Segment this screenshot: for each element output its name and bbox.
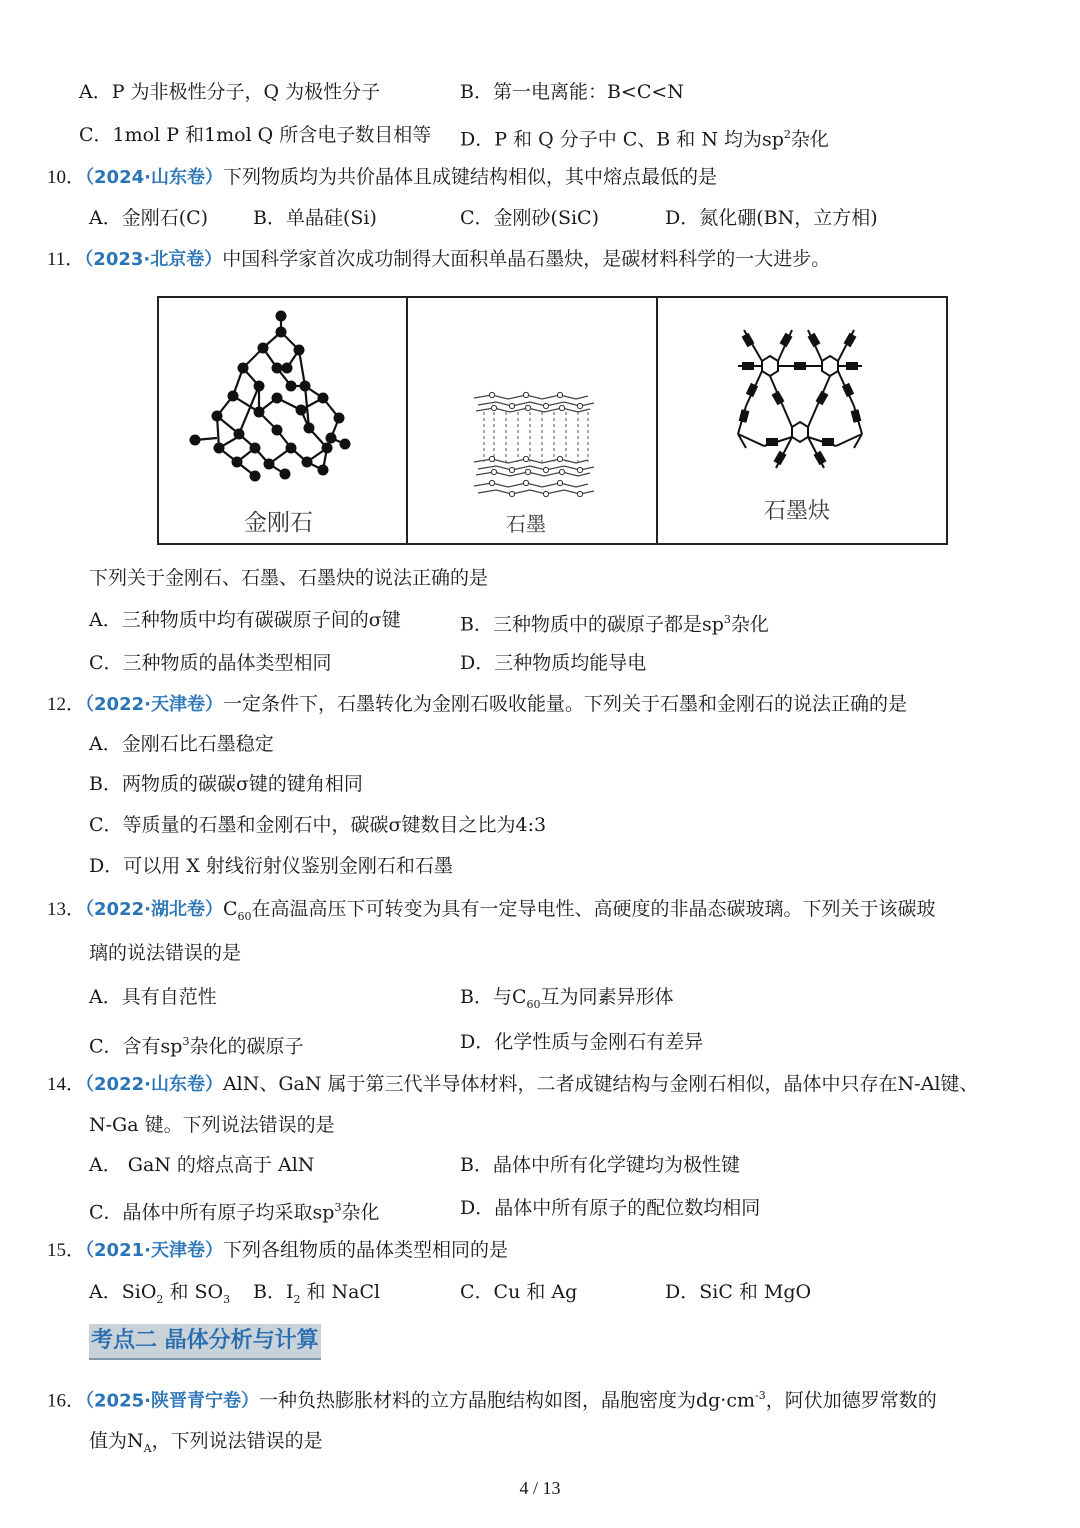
q10-option-c: C．金刚砂(SiC) [460,207,599,229]
q10-option-b: B．单晶硅(Si) [253,207,377,229]
q12-option-b: B．两物质的碳碳σ键的键角相同 [89,773,363,795]
q11-option-a: A．三种物质中均有碳碳原子间的σ键 [89,609,401,631]
q10-stem: 10．（2024·山东卷）下列物质均为共价晶体且成键结构相似，其中熔点最低的是 [47,166,717,188]
q14-option-c: C．晶体中所有原子均采取$sp^3$杂化 [89,1201,380,1224]
q16-stem: 16．（2025·陕晋青宁卷）一种负热膨胀材料的立方晶胞结构如图，晶胞密度为$dg\cdot cm^{-3}$，阿伏加德罗常数的 [47,1389,937,1412]
q9-option-a: A．P 为非极性分子，Q 为极性分子 [79,81,381,103]
q11-option-d: D．三种物质均能导电 [460,652,647,674]
q13-option-d: D．化学性质与金刚石有差异 [460,1031,704,1053]
q11-option-b: B．三种物质中的碳原子都是$sp^3$杂化 [460,613,769,636]
q13-stem: 13．（2022·湖北卷）$C_{60}$在高温高压下可转变为具有一定导电性、高硬度的非晶态碳玻璃。下列关于该碳玻 [47,898,936,923]
section-heading: 考点二 晶体分析与计算 [89,1324,321,1360]
carbon-allotropes-figure [157,296,948,545]
q10-option-d: D．氮化硼(BN，立方相) [665,207,878,229]
q14-stem: 14．（2022·山东卷）AlN、GaN 属于第三代半导体材料，二者成键结构与金刚石相似，晶体中只存在N-Al键、 [47,1073,979,1095]
q12-stem: 12．（2022·天津卷）一定条件下，石墨转化为金刚石吸收能量。下列关于石墨和金刚石的说法正确的是 [47,693,907,715]
q15-option-c: C．Cu 和 Ag [460,1281,578,1303]
q15-stem: 15．（2021·天津卷）下列各组物质的晶体类型相同的是 [47,1239,508,1261]
q9-option-b: B．第一电离能：B<C<N [460,81,684,103]
page-number: 4 / 13 [519,1478,561,1498]
q12-option-c: C．等质量的石墨和金刚石中，碳碳σ键数目之比为4:3 [89,814,547,836]
graphite-caption: 石墨 [506,512,546,536]
q12-option-d: D．可以用 X 射线衍射仪鉴别金刚石和石墨 [89,855,453,877]
q13-option-b: B．与$C_{60}$互为同素异形体 [460,986,674,1011]
q11-question: 下列关于金刚石、石墨、石墨炔的说法正确的是 [89,567,489,589]
q14-option-d: D．晶体中所有原子的配位数均相同 [460,1197,761,1219]
diamond-panel [159,298,406,543]
graphdiyne-caption: 石墨炔 [764,499,831,524]
q15-option-b: B．$I_2$ 和 NaCl [253,1281,381,1306]
q15-option-a: A．SiO$_2$ 和 $SO_3$ [89,1281,231,1306]
q14-option-b: B．晶体中所有化学键均为极性键 [460,1154,740,1176]
q13-stem-continued: 璃的说法错误的是 [89,942,242,964]
q16-stem-continued: 值为$N_A$，下列说法错误的是 [89,1430,323,1455]
q13-option-c: C．含有$sp^3$杂化的碳原子 [89,1035,304,1058]
q13-option-a: A．具有自范性 [89,986,217,1008]
diamond-caption: 金刚石 [244,510,313,536]
q10-option-a: A．金刚石(C) [89,207,209,229]
graphdiyne-panel [658,298,948,543]
q11-stem: 11．（2023·北京卷）中国科学家首次成功制得大面积单晶石墨炔，是碳材料科学的一大进步。 [47,248,831,270]
q11-option-c: C．三种物质的晶体类型相同 [89,652,332,674]
q9-option-d: D．P 和 Q 分子中 C、B 和 N 均为$sp^2$杂化 [460,128,829,151]
q9-option-c: C．1mol P 和1mol Q 所含电子数目相等 [79,124,432,146]
q14-stem-continued: N-Ga 键。下列说法错误的是 [89,1114,335,1136]
q14-option-a: A． GaN 的熔点高于 AlN [89,1154,315,1176]
q12-option-a: A．金刚石比石墨稳定 [89,733,274,755]
graphite-panel [408,298,656,543]
q15-option-d: D．SiC 和 MgO [665,1281,812,1303]
